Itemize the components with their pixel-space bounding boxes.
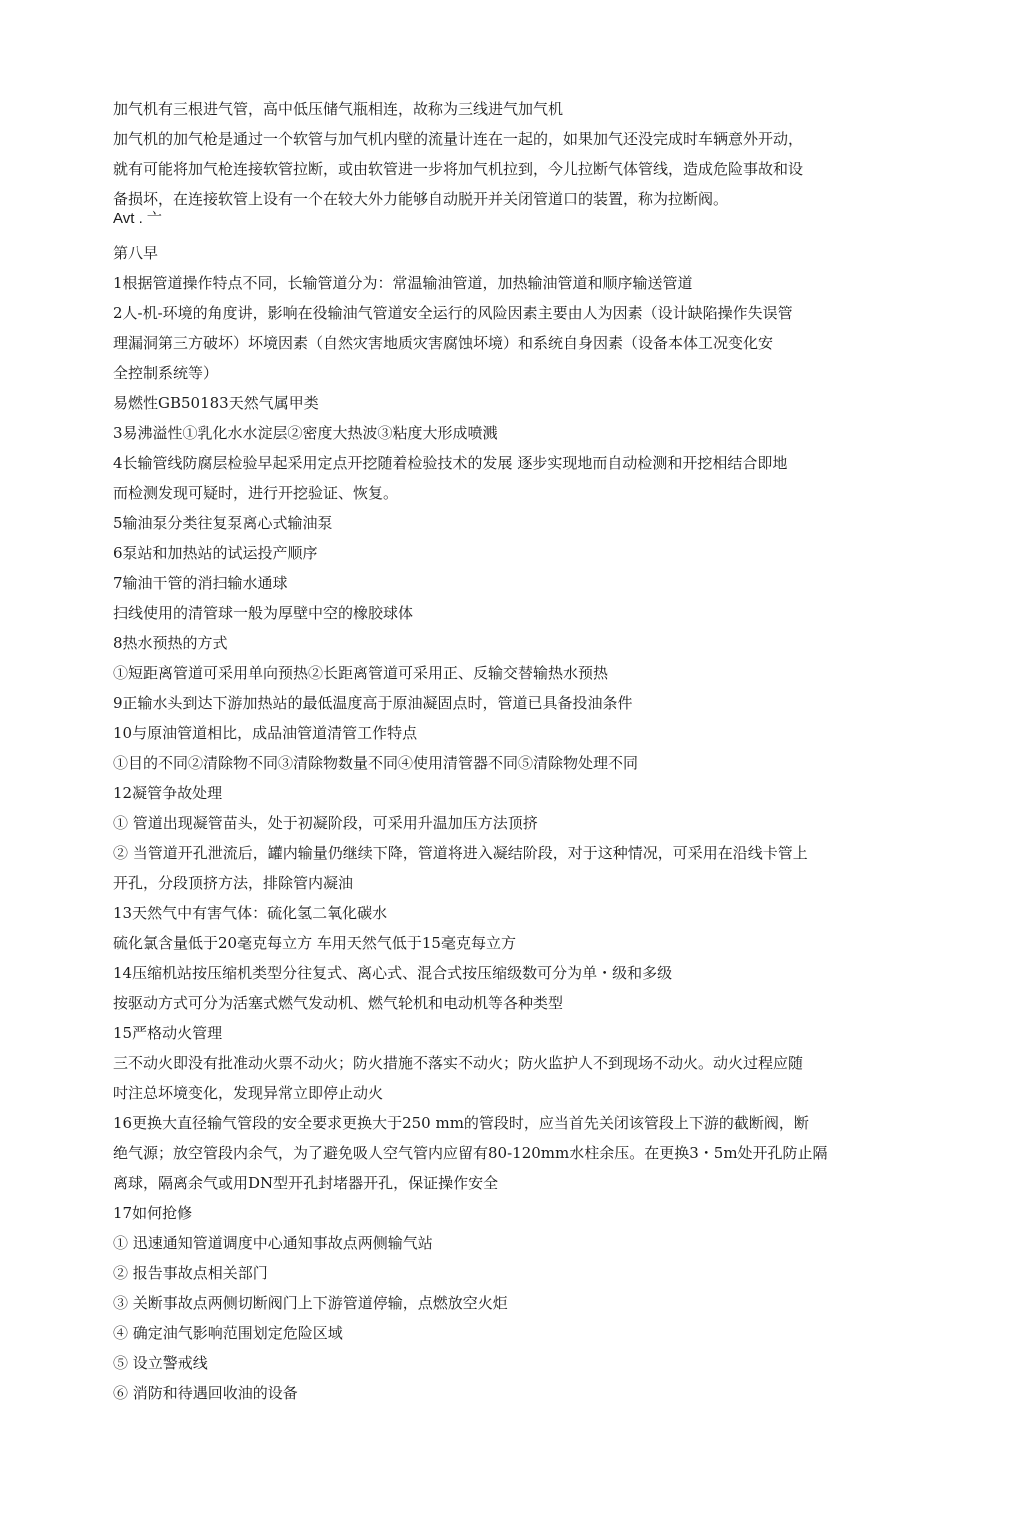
- list-item: ① 迅速通知管道调度中心通知事故点两侧输气站: [113, 1234, 433, 1252]
- paragraph-line: 8热水预热的方式: [113, 634, 228, 652]
- list-item: ⑤ 设立警戒线: [113, 1354, 208, 1372]
- paragraph-line: 17如何抢修: [113, 1204, 193, 1222]
- paragraph-line: 就有可能将加气枪连接软管拉断，或由软管进一步将加气机拉到，今儿拉断气体管线，造成危险事故和设: [113, 160, 804, 178]
- paragraph-line: 12凝管争故处理: [113, 784, 223, 802]
- paragraph-line: 14压缩机站按压缩机类型分往复式、离心式、混合式按压缩级数可分为单・级和多级: [113, 964, 673, 982]
- list-item: ④ 确定油气影响范围划定危险区域: [113, 1324, 343, 1342]
- paragraph-line: 7输油干管的消扫输水通球: [113, 574, 288, 592]
- paragraph-line: ①目的不同②清除物不同③清除物数量不同④使用清管器不同⑤清除物处理不同: [113, 754, 639, 772]
- paragraph-line: 9正输水头到达下游加热站的最低温度高于原油凝固点时，管道已具备投油条件: [113, 694, 633, 712]
- paragraph-line: 5输油泵分类往复泵离心式输油泵: [113, 514, 333, 532]
- paragraph-line: 三不动火即没有批准动火票不动火；防火措施不落实不动火；防火监护人不到现场不动火。动火过程应随: [113, 1054, 804, 1072]
- paragraph-line: 绝气源；放空管段内余气，为了避免吸人空气管内应留有80-120mm水柱余压。在更换3・5m处开孔防止隔: [113, 1144, 828, 1162]
- paragraph-line: 扫线使用的清管球一般为厚壁中空的橡胶球体: [113, 604, 414, 622]
- paragraph-line: 3易沸溢性①乳化水水淀层②密度大热波③粘度大形成喷溅: [113, 424, 498, 442]
- list-item: ③ 关断事故点两侧切断阀门上下游管道停输，点燃放空火炬: [113, 1294, 508, 1312]
- paragraph-line: 备损坏，在连接软管上设有一个在较大外力能够自动脱开并关闭管道口的装置，称为拉断阀。: [113, 190, 729, 208]
- paragraph-line: 加气机的加气枪是通过一个软管与加气机内壁的流量计连在一起的，如果加气还没完成时车辆意外开动，: [113, 130, 804, 148]
- paragraph-line: 离球，隔离余气或用DN型开孔封堵器开孔，保证操作安全: [113, 1174, 499, 1192]
- paragraph-line: 1根据管道操作特点不同，长输管道分为：常温输油管道，加热输油管道和顺序输送管道: [113, 274, 693, 292]
- paragraph-line: 15严格动火管理: [113, 1024, 223, 1042]
- paragraph-line: 而检测发现可疑时，进行开挖验证、恢复。: [113, 484, 399, 502]
- paragraph-line: 全控制系统等）: [113, 364, 219, 382]
- chapter-heading: 第八早: [113, 244, 159, 262]
- document-body: [113, 94, 903, 1408]
- paragraph-line: ① 管道出现凝管苗头，处于初凝阶段，可采用升温加压方法顶挤: [113, 814, 538, 832]
- paragraph-line: 吋注总坏境变化，发现异常立即停止动火: [113, 1084, 384, 1102]
- paragraph-line: 加气机有三根进气管，高中低压储气瓶相连，故称为三线进气加气机: [113, 100, 564, 118]
- paragraph-line: 硫化氯含量低于20毫克每立方 车用天然气低于15毫克每立方: [113, 934, 516, 952]
- paragraph-line: 16更换大直径输气管段的安全要求更换大于250 mm的管段时，应当首先关闭该管段上下游的截断阀，断: [113, 1114, 809, 1132]
- paragraph-line: 4长输管线防腐层检验早起采用定点开挖随着检验技术的发展 逐步实现地而自动检测和开挖相结合即地: [113, 454, 788, 472]
- paragraph-line: ①短距离管道可采用单向预热②长距离管道可采用正、反输交替输热水预热: [113, 664, 609, 682]
- paragraph-line: 理漏洞第三方破坏）坏境因素（自然灾害地质灾害腐蚀坏境）和系统自身因素（设备本体工况变化安: [113, 334, 774, 352]
- list-item: ⑥ 消防和待遇回收油的设备: [113, 1384, 298, 1402]
- garbled-heading-fragment: Avt . 亠: [113, 210, 162, 227]
- paragraph-line: 6泵站和加热站的试运投产顺序: [113, 544, 318, 562]
- list-item: ② 报告事故点相关部门: [113, 1264, 268, 1282]
- paragraph-line: 按驱动方式可分为活塞式燃气发动机、燃气轮机和电动机等各种类型: [113, 994, 564, 1012]
- paragraph-line: 10与原油管道相比，成品油管道清管工作特点: [113, 724, 418, 742]
- paragraph-line: 易燃性GB50183天然气属甲类: [113, 394, 319, 412]
- paragraph-line: 2人-机-环境的角度讲，影响在役输油气管道安全运行的风险因素主要由人为因素（设计缺陷操作失误管: [113, 304, 793, 322]
- paragraph-line: ② 当管道开孔泄流后，罐内输量仍继续下降，管道将进入凝结阶段，对于这种情况，可采用在沿线卡管上: [113, 844, 808, 862]
- paragraph-line: 开孔，分段顶挤方法，排除管内凝油: [113, 874, 354, 892]
- paragraph-line: 13天然气中有害气体：硫化氢二氧化碳水: [113, 904, 388, 922]
